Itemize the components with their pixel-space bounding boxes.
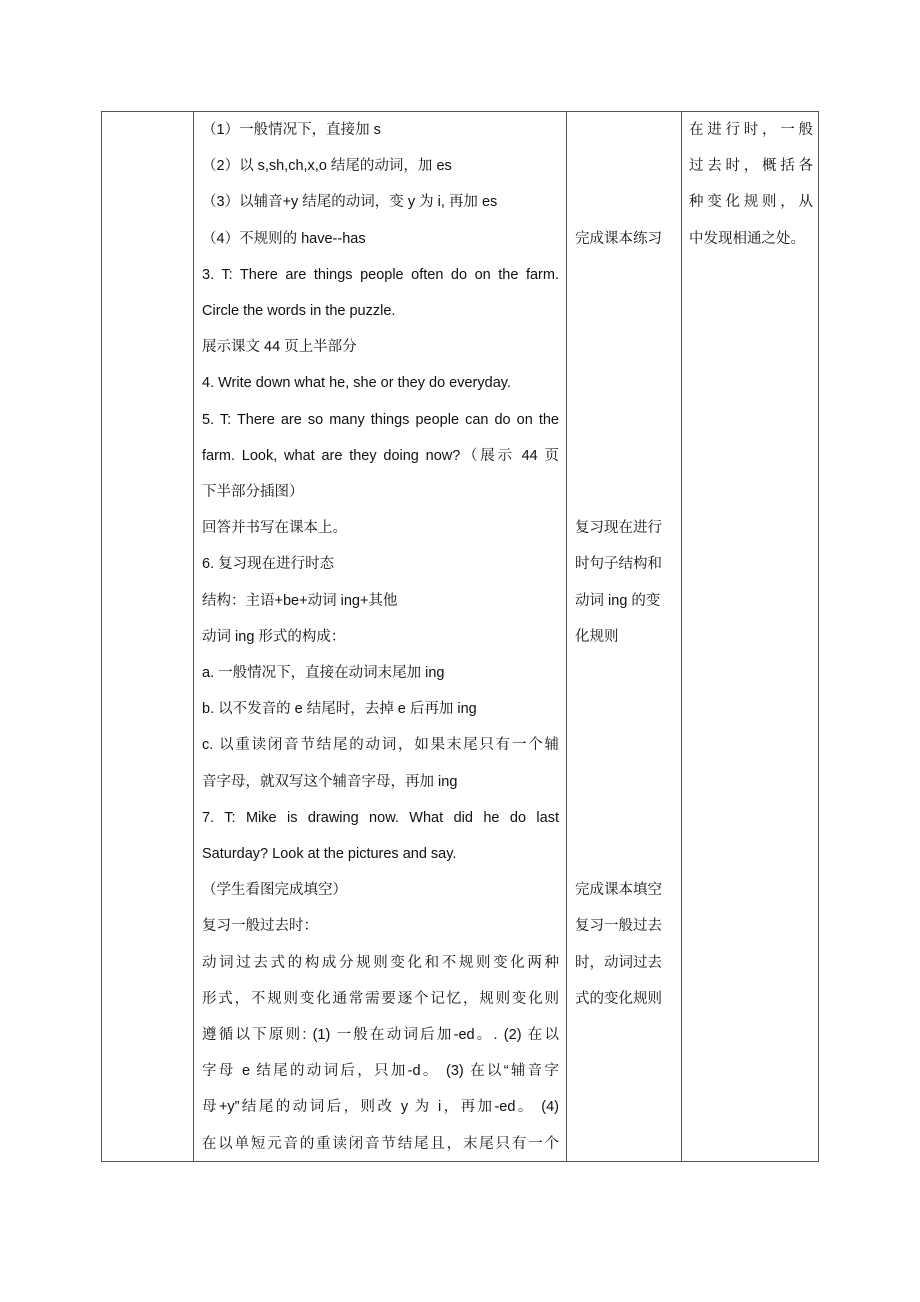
text-line: farm. Look, what are they doing now?（展示 44 页 [202, 447, 559, 464]
text-line: 展示课文 44 页上半部分 [202, 339, 357, 356]
table-bottom-border [101, 1161, 819, 1162]
table-top-border [101, 111, 819, 112]
text-line: 形式，不规则变化通常需要逐个记忆，规则变化则 [202, 990, 559, 1007]
text-line: 式的变化规则 [575, 990, 662, 1007]
text-line: c. 以重读闭音节结尾的动词，如果末尾只有一个辅 [202, 737, 559, 754]
table-border [193, 111, 194, 1162]
text-line: 在以单短元音的重读闭音节结尾且，末尾只有一个 [202, 1135, 559, 1152]
text-line: 化规则 [575, 628, 619, 645]
text-line: 下半部分插图） [202, 484, 304, 500]
text-line: 动词 ing 形式的构成： [202, 628, 346, 645]
text-line: 遵循以下原则: (1) 一般在动词后加-ed。. (2) 在以 [202, 1027, 559, 1043]
text-line: 过去时，概括各 [689, 158, 813, 175]
text-line: Circle the words in the puzzle. [202, 303, 396, 319]
text-line: （2）以 s,sh,ch,x,o 结尾的动词，加 es [202, 158, 452, 175]
text-line: （学生看图完成填空） [202, 882, 347, 899]
text-line: 母+y”结尾的动词后，则改 y 为 i，再加-ed。 (4) [202, 1099, 559, 1116]
text-line: 6. 复习现在进行时态 [202, 556, 335, 573]
text-line: a. 一般情况下，直接在动词末尾加 ing [202, 665, 445, 681]
text-line: 回答并书写在课本上。 [202, 520, 347, 537]
text-line: 结构：主语+be+动词 ing+其他 [202, 592, 398, 609]
text-line: 完成课本练习 [575, 230, 662, 247]
text-line: 7. T: Mike is drawing now. What did he do last [202, 809, 559, 826]
table-border [101, 111, 102, 1162]
text-line: 复习一般过去时： [202, 918, 318, 935]
text-line: 完成课本填空 [575, 882, 662, 899]
text-line: b. 以不发音的 e 结尾时，去掉 e 后再加 ing [202, 701, 477, 718]
text-line: 在进行时，一般 [689, 122, 813, 138]
text-line: 中发现相通之处。 [689, 230, 805, 247]
text-line: 动词 ing 的变 [575, 592, 661, 609]
text-line: 3. T: There are things people often do on the farm. [202, 266, 559, 283]
text-line: 4. Write down what he, she or they do everyday. [202, 375, 511, 392]
text-line: 时，动词过去 [575, 954, 662, 971]
text-line: Saturday? Look at the pictures and say. [202, 846, 457, 862]
text-line: 时句子结构和 [575, 556, 662, 573]
table-border [681, 111, 682, 1162]
table-border [566, 111, 567, 1162]
text-line: 复习一般过去 [575, 918, 662, 935]
text-line: 复习现在进行 [575, 520, 662, 537]
text-line: （3）以辅音+y 结尾的动词，变 y 为 i, 再加 es [202, 194, 498, 211]
text-line: 5. T: There are so many things people can do on the [202, 411, 559, 428]
text-line: （1）一般情况下，直接加 s [202, 122, 381, 138]
text-line: 字母 e 结尾的动词后，只加-d。 (3) 在以“辅音字 [202, 1063, 559, 1080]
table-border [818, 111, 819, 1162]
text-line: 动词过去式的构成分规则变化和不规则变化两种 [202, 954, 559, 971]
text-line: （4）不规则的 have--has [202, 230, 366, 247]
text-line: 种变化规则，从 [689, 194, 813, 211]
text-line: 音字母，就双写这个辅音字母，再加 ing [202, 773, 458, 790]
